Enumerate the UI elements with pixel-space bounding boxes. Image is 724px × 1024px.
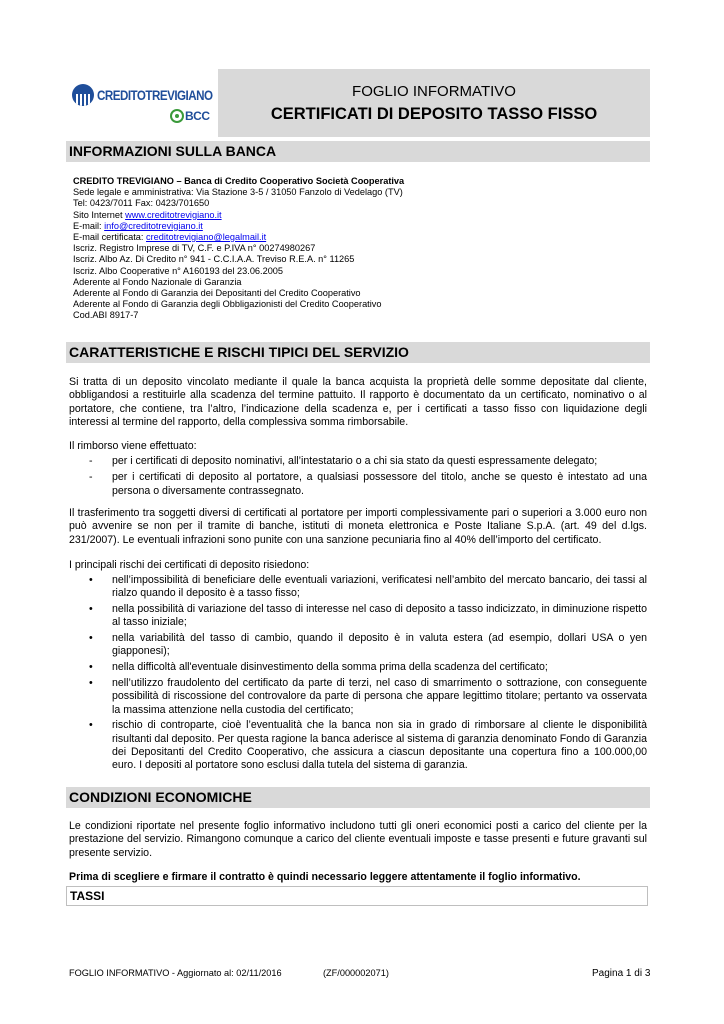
- section-title: INFORMAZIONI SULLA BANCA: [69, 143, 277, 159]
- risks-title: I principali rischi dei certificati di deposito risiedono:: [69, 559, 310, 571]
- document-subtitle: CERTIFICATI DI DEPOSITO TASSO FISSO: [270, 105, 598, 123]
- list-item: • nell’impossibilità di beneficiare delle eventuali variazioni, verificatesi nell’ambito del mercato bancario, dei tassi al rialzo quando il deposito è a tasso fisso;: [89, 574, 647, 600]
- list-item: • nell’utilizzo fraudolento del certificato da parte di terzi, nel caso di smarrimento o sottrazione, con conseguente possibilità di riscossione del controvalore da parte di persona che appare legittimo titolare; pertanto va osservata la massima attenzione nella custodia del certificato;: [89, 677, 647, 716]
- section-title: CONDIZIONI ECONOMICHE: [69, 789, 252, 805]
- bank-fund-3: Aderente al Fondo di Garanzia degli Obbligazionisti del Credito Cooperativo: [73, 299, 382, 310]
- section-features: [66, 342, 650, 363]
- document-title: FOGLIO INFORMATIVO: [352, 83, 516, 100]
- bank-registry: Iscriz. Registro Imprese di TV, C.F. e P.IVA n° 00274980267: [73, 243, 316, 254]
- bank-name: CREDITO TREVIGIANO – Banca di Credito Cooperativo Società Cooperativa: [73, 176, 405, 186]
- email-link[interactable]: info@creditotrevigiano.it: [104, 220, 203, 231]
- bank-fund-1: Aderente al Fondo Nazionale di Garanzia: [73, 276, 242, 287]
- conditions-warning: Prima di scegliere e firmare il contratto è quindi necessario leggere attentamente il foglio informativo.: [69, 871, 581, 883]
- conditions-intro: Le condizioni riportate nel presente foglio informativo includono tutti gli oneri economici posti a carico del cliente per la prestazione del servizio. Rimangono comunque a carico del cliente eventuali imposte e tasse presenti e future gravanti sul presente servizio.: [69, 820, 647, 859]
- document-header: [66, 69, 650, 137]
- bank-info: CREDITO TREVIGIANO – Banca di Credito Cooperativo Società Cooperativa Sede legale e amministrativa: Via Stazione 3-5 / 31050 Fanzolo di Vedelago (TV) Tel: 0423/7011 Fax: 0423/701650 Sito Internet www.creditotrevigiano.it E-mail: info@creditotrevigiano.it E-mail certificata: creditotrevigiano@legalmail.it Iscriz. Registro Imprese di TV, C.F. e P.IVA n° 00274980267 Iscriz. Albo Az. Di Credito n° 941 - C.C.I.A.A. Treviso R.E.A. n° 11265 Iscriz. Albo Cooperative n° A160193 del 23.06.2005 Aderente al Fondo Nazionale di Garanzia Aderente al Fondo di Garanzia dei Depositanti del Credito Cooperativo Aderente al Fondo di Garanzia degli Obbligazionisti del Credito Cooperativo Cod.ABI 8917-7: [73, 176, 405, 321]
- list-item: • nella possibilità di variazione del tasso di interesse nel caso di deposito a tasso indicizzato, in diminuzione rispetto al tasso iniziale;: [89, 603, 647, 629]
- list-item: • nella difficoltà all'eventuale disinvestimento della somma prima della scadenza del certificato;: [89, 661, 548, 674]
- bank-fund-2: Aderente al Fondo di Garanzia dei Depositanti del Credito Cooperativo: [73, 288, 361, 299]
- pec-link[interactable]: creditotrevigiano@legalmail.it: [146, 232, 267, 243]
- bank-albo: Iscriz. Albo Az. Di Credito n° 941 - C.C.I.A.A. Treviso R.E.A. n° 11265: [73, 254, 355, 265]
- section-bank-info: [66, 141, 650, 162]
- list-item: - per i certificati di deposito nominativi, all’intestatario o a chi sia stato da questi espressamente delegato;: [89, 455, 598, 467]
- risks-list: [69, 574, 647, 775]
- list-item: • rischio di controparte, cioè l’eventualità che la banca non sia in grado di rimborsare al cliente le disponibilità risultanti dal deposito. Per questa ragione la banca aderisce al sistema di garanzia denominato Fondo di Garanzia dei Depositanti del Credito Cooperativo, che assicura a ciascun depositante una copertura fino a 100.000,00 euro. I depositi al portatore sono esclusi dalla tutela del sistema di garanzia.: [89, 719, 647, 772]
- bank-address: Sede legale e amministrativa: Via Stazione 3-5 / 31050 Fanzolo di Vedelago (TV): [73, 187, 403, 198]
- bcc-logo-text: BCC: [185, 109, 210, 123]
- bank-albo-coop: Iscriz. Albo Cooperative n° A160193 del 23.06.2005: [73, 265, 284, 276]
- logo-text: CREDITOTREVIGIANO: [97, 87, 213, 103]
- footer-updated: FOGLIO INFORMATIVO - Aggiornato al: 02/11/2016: [69, 968, 282, 978]
- section-conditions: [66, 787, 650, 808]
- title-box: [218, 69, 650, 137]
- bank-logo: [66, 69, 218, 137]
- list-item: • nella variabilità del tasso di cambio, quando il deposito è in valuta estera (ad esempio, dollari USA o yen giapponesi);: [89, 632, 647, 658]
- bcc-logo-icon: [170, 109, 184, 123]
- refund-title: Il rimborso viene effettuato:: [69, 440, 197, 452]
- credito-trevigiano-logo-icon: [72, 84, 94, 106]
- footer-page: Pagina 1 di 3: [592, 968, 651, 979]
- footer-code: (ZF/000002071): [323, 968, 389, 978]
- website-link[interactable]: www.creditotrevigiano.it: [125, 209, 222, 220]
- tassi-table-header: [66, 886, 648, 906]
- features-intro: Si tratta di un deposito vincolato mediante il quale la banca acquista la proprietà delle somme depositate dal cliente, obbligandosi a restituirle alla scadenza del termine pattuito. Il rapporto è documentato da un certificato, nominativo o al portatore, che contiene, tra l’altro, l’indicazione della scadenza e, per i certificati a tasso fisso con liquidazione degli interessi al termine del rapporto, della complessiva somma rimborsabile.: [69, 376, 647, 428]
- list-item: - per i certificati di deposito al portatore, a qualsiasi possessore del titolo, anche se questo è intestato ad una persona o diversamente contrassegnato.: [89, 471, 647, 497]
- tassi-label: TASSI: [70, 889, 105, 903]
- transfer-paragraph: Il trasferimento tra soggetti diversi di certificati al portatore per importi complessivamente pari o superiori a 3.000 euro non può avvenire se non per il tramite di banche, istituti di moneta elettronica e Poste Italiane S.p.A. (art. 49 del d.lgs. 231/2007). Le eventuali infrazioni sono punite con una sanzione pecuniaria fino al 40% dell’importo del certificato.: [69, 507, 647, 546]
- refund-list: [69, 455, 647, 501]
- bank-phone: Tel: 0423/7011 Fax: 0423/701650: [73, 198, 210, 209]
- bank-abi: Cod.ABI 8917-7: [73, 310, 139, 321]
- section-title: CARATTERISTICHE E RISCHI TIPICI DEL SERVIZIO: [69, 344, 409, 360]
